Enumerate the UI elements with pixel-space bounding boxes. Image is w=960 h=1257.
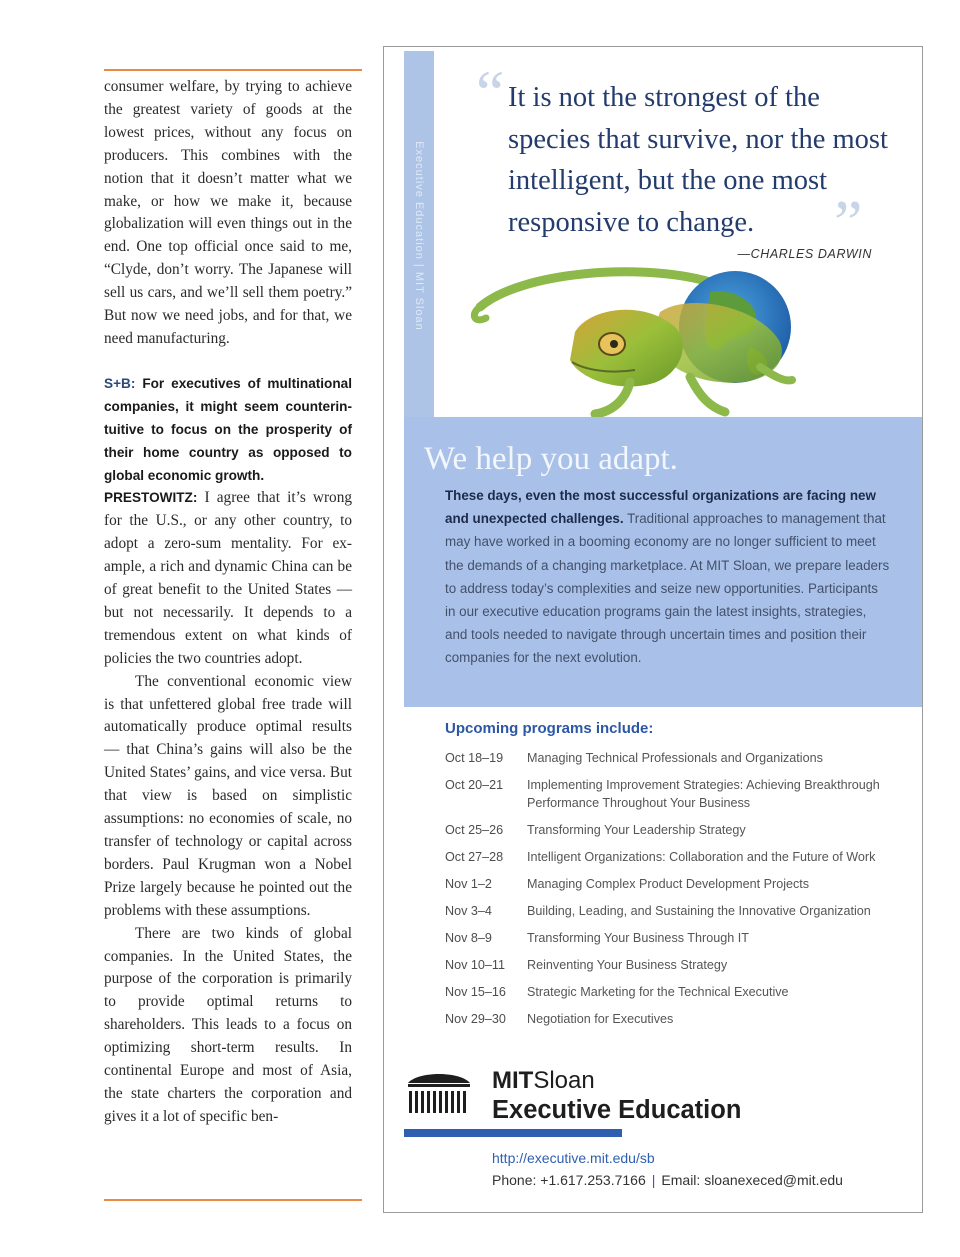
program-row — [445, 750, 905, 768]
brand-wordmark — [492, 1067, 741, 1125]
program-date: Nov 10–11 — [445, 957, 505, 972]
bottom-rule — [104, 1199, 362, 1201]
interview-answer — [104, 487, 352, 670]
program-title: Strategic Marketing for the Technical Executive — [527, 984, 789, 999]
program-title: Reinventing Your Business Strategy — [527, 957, 728, 972]
brand-bold: MIT — [492, 1067, 534, 1094]
chameleon-globe-image — [460, 252, 800, 427]
program-date: Nov 29–30 — [445, 1011, 506, 1026]
program-row — [445, 930, 905, 948]
program-date: Nov 8–9 — [445, 930, 492, 945]
program-row — [445, 903, 905, 921]
strip-label: Executive Education | MIT Sloan — [413, 141, 425, 331]
interview-question — [104, 373, 352, 488]
website-link[interactable]: http://executive.mit.edu/sb — [492, 1150, 655, 1166]
quote-attribution: —CHARLES DARWIN — [737, 247, 872, 261]
contact-separator: | — [651, 1172, 656, 1188]
program-row — [445, 876, 905, 894]
program-title: Managing Complex Product Development Projects — [527, 876, 810, 891]
question-tag: S+B: — [104, 375, 136, 391]
program-date: Oct 18–19 — [445, 751, 504, 765]
band-headline: We help you adapt. — [424, 441, 678, 477]
brand-light: Sloan — [533, 1067, 595, 1094]
email-link[interactable]: Email: sloanexeced@mit.edu — [661, 1172, 843, 1188]
program-title: Implementing Improvement Strategies: Achieving Breakthrough Performance Throughout Your Business — [527, 778, 880, 810]
open-quote-mark: “ — [476, 57, 505, 128]
program-row — [445, 984, 905, 1002]
program-row — [445, 822, 905, 840]
article-paragraph: The conventional economic view is that unfettered global free trade will automatically produce optimal results — that China’s gains will also be the United States’ gains, and vice versa. But that view is based on simplistic assumptions: no economies of scale, no transfer of technology or capital across borders. Paul Krugman won a Nobel Prize largely because he pointed out the problems with these assumptions. — [104, 672, 352, 919]
program-date: Oct 27–28 — [445, 849, 504, 864]
intro-rest: Traditional approaches to management that may have worked in a booming economy are no longer sufficient to meet the demands of a changing marketplace. At MIT Sloan, we prepare leaders to address today’s complexities and seize new opportunities. Participants in our executive education programs gain the latest insights, strategies, and tools needed to navigate through uncertain times and position their companies for the next evolution. — [445, 511, 890, 666]
program-date: Oct 25–26 — [445, 822, 504, 837]
brand-underline — [404, 1129, 622, 1137]
brand-subtitle: Executive Education — [492, 1096, 742, 1124]
phone-text: Phone: +1.617.253.7166 — [492, 1172, 646, 1188]
mit-dome-logo — [404, 1067, 474, 1117]
article-paragraph: There are two kinds of global companies. In the United States, the purpose of the corporation is primarily to provide optimal returns to shareholders. This leads to a focus on optimizing short-term results. In continental Europe and most of Asia, the state charters the corporation and gives it a lot of specific ben- — [104, 924, 352, 1125]
speaker-label: PRESTOWITZ: — [104, 490, 198, 506]
program-row — [445, 849, 905, 867]
programs-title: Upcoming programs include: — [445, 720, 654, 737]
program-title: Building, Leading, and Sustaining the Innovative Organization — [527, 903, 871, 918]
intro-bold: These days, even the most successful organizations are facing new and unexpected challenges. — [445, 488, 876, 527]
darwin-quote: It is not the strongest of the species that survive, nor the most intelligent, but the one most responsive to change. — [508, 82, 888, 238]
band-body — [445, 484, 890, 670]
program-title: Intelligent Organizations: Collaboration and the Future of Work — [527, 849, 876, 864]
program-title: Managing Technical Professionals and Organizations — [527, 751, 823, 765]
program-title: Transforming Your Business Through IT — [527, 930, 749, 945]
top-rule — [104, 69, 362, 71]
program-date: Oct 20–21 — [445, 778, 504, 792]
program-row — [445, 957, 905, 975]
article-column — [104, 76, 352, 1129]
mit-sloan-advertisement — [383, 46, 923, 1213]
program-row — [445, 1011, 905, 1029]
program-title: Negotiation for Executives — [527, 1011, 674, 1026]
program-date: Nov 15–16 — [445, 984, 506, 999]
vertical-strip — [404, 51, 434, 421]
question-text: For executives of multinational companies, it might seem counterintuitive to focus on the prosperity of their home country as opposed to global economic growth. — [104, 375, 352, 483]
close-quote-mark: ” — [834, 187, 863, 258]
article-paragraph: consumer welfare, by trying to achieve the greatest variety of goods at the lowest prices, without any focus on producers. This combines with the notion that it doesn’t matter what we make, or how we make it, because globalization will even things out in the end. One top official once said to me, “Clyde, don’t worry. The Japanese will sell us cars, and we’ll sell them poetry.” But now we need jobs, and for that, we need manufacturing. — [104, 78, 352, 347]
program-date: Nov 3–4 — [445, 903, 492, 918]
programs-list — [445, 750, 905, 1038]
answer-text: I agree that it’s wrong for the U.S., or any other country, to adopt a zero-sum mentality. For example, a rich and dynamic China can be of great benefit to the United States — but not necessarily. It depends to a tremendous extent on what kinds of policies the two countries adopt. — [104, 489, 352, 667]
contact-line — [492, 1172, 843, 1188]
program-date: Nov 1–2 — [445, 876, 492, 891]
program-title: Transforming Your Leadership Strategy — [527, 822, 746, 837]
program-row — [445, 777, 905, 812]
